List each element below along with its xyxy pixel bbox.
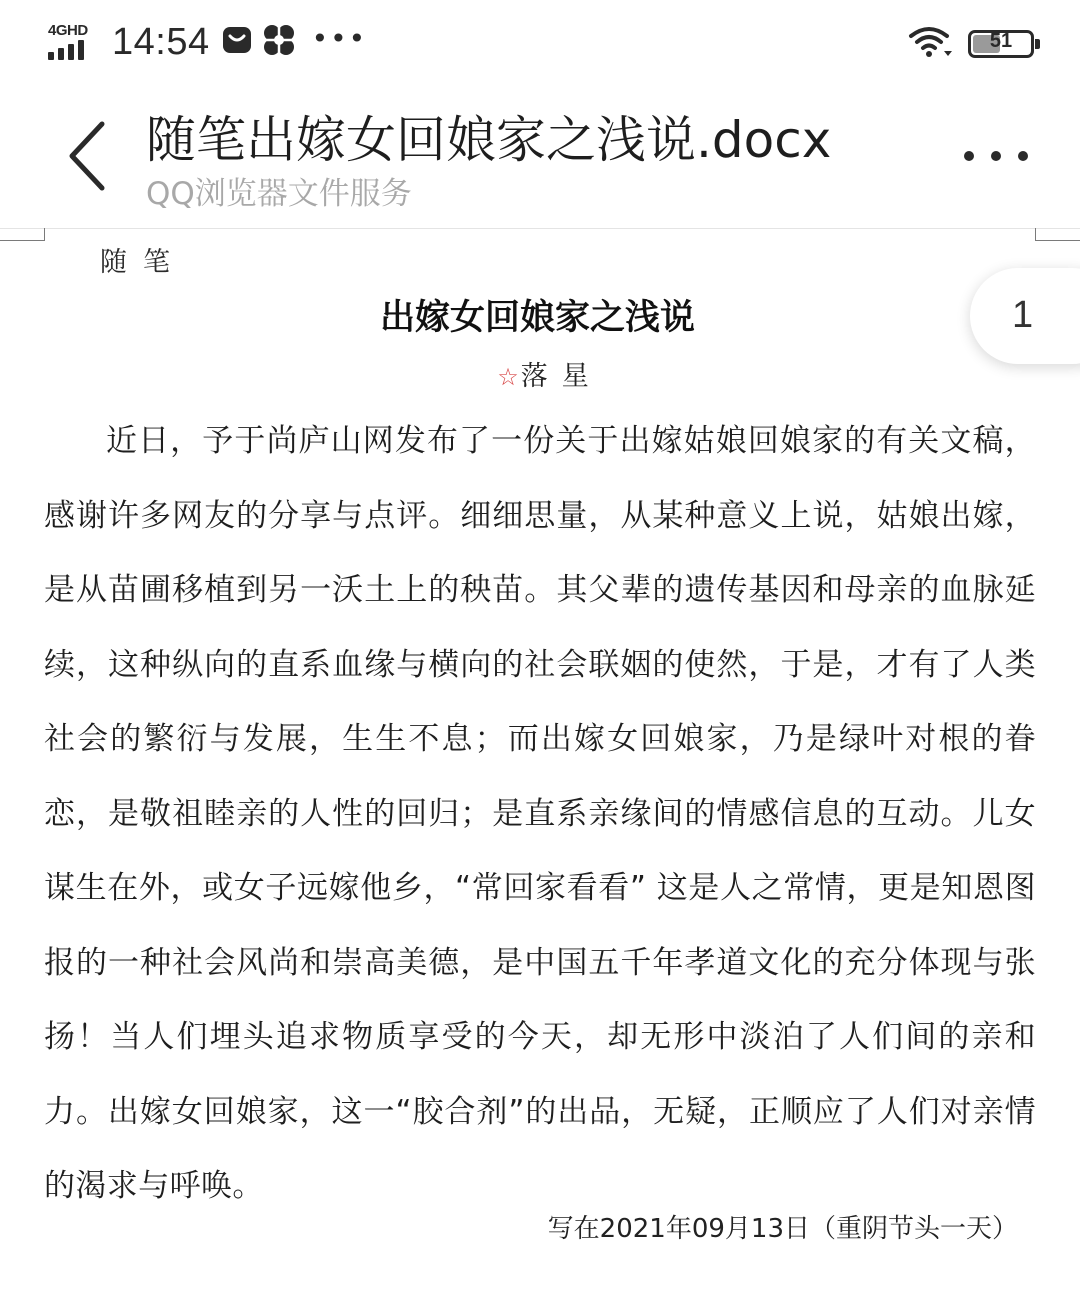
page-number-indicator[interactable] [970, 268, 1080, 364]
app-header [0, 84, 1080, 229]
battery-icon [968, 30, 1034, 58]
battery-level: 51 [989, 30, 1013, 52]
page-corner-mark [1035, 228, 1080, 241]
wifi-icon [908, 25, 954, 63]
document-source: QQ浏览器文件服务 [146, 176, 412, 212]
back-button[interactable] [58, 114, 128, 198]
article-title: 出嫁女回娘家之浅说 [379, 298, 695, 338]
column-label: 随笔 [100, 247, 186, 278]
more-notifications-icon: ••• [311, 21, 368, 55]
network-type: 4GHD [48, 22, 88, 39]
page-number: 1 [1012, 294, 1034, 336]
author-line [0, 354, 1080, 393]
cellular-signal-icon [48, 22, 100, 62]
chevron-left-icon [58, 114, 128, 198]
message-icon [222, 25, 252, 59]
pinwheel-icon [262, 23, 296, 61]
date-signature: 写在2021年09月13日（重阴节头一天） [547, 1214, 1018, 1244]
document-title: 随笔出嫁女回娘家之浅说.docx [146, 111, 832, 169]
author-name: 落星 [520, 361, 603, 392]
clock: 14:54 [112, 20, 210, 63]
more-options-button[interactable] [964, 144, 1028, 168]
status-bar [0, 0, 1080, 84]
article-paragraph: 近日，予于尚庐山网发布了一份关于出嫁姑娘回娘家的有关文稿，感谢许多网友的分享与点评。细细思量，从某种意义上说，姑娘出嫁，是从苗圃移植到另一沃土上的秧苗。其父辈的遗传基因和母亲的血脉延续，这种纵向的直系血缘与横向的社会联姻的使然，于是，才有了人类社会的繁衍与发展，生生不息；而出嫁女回娘家，乃是绿叶对根的眷恋，是敬祖睦亲的人性的回归；是直系亲缘间的情感信息的互动。儿女谋生在外，或女子远嫁他乡，“常回家看看” 这是人之常情，更是知恩图报的一种社会风尚和崇高美德，是中国五千年孝道文化的充分体现与张扬！当人们埋头追求物质享受的今天，却无形中淡泊了人们间的亲和力。出嫁女回娘家，这一“胶合剂”的出品，无疑，正顺应了人们对亲情的渴求与呼唤。 [44, 423, 1036, 1204]
star-icon: ☆ [497, 363, 519, 391]
page-corner-mark [0, 228, 45, 241]
more-horizontal-icon [964, 151, 974, 161]
